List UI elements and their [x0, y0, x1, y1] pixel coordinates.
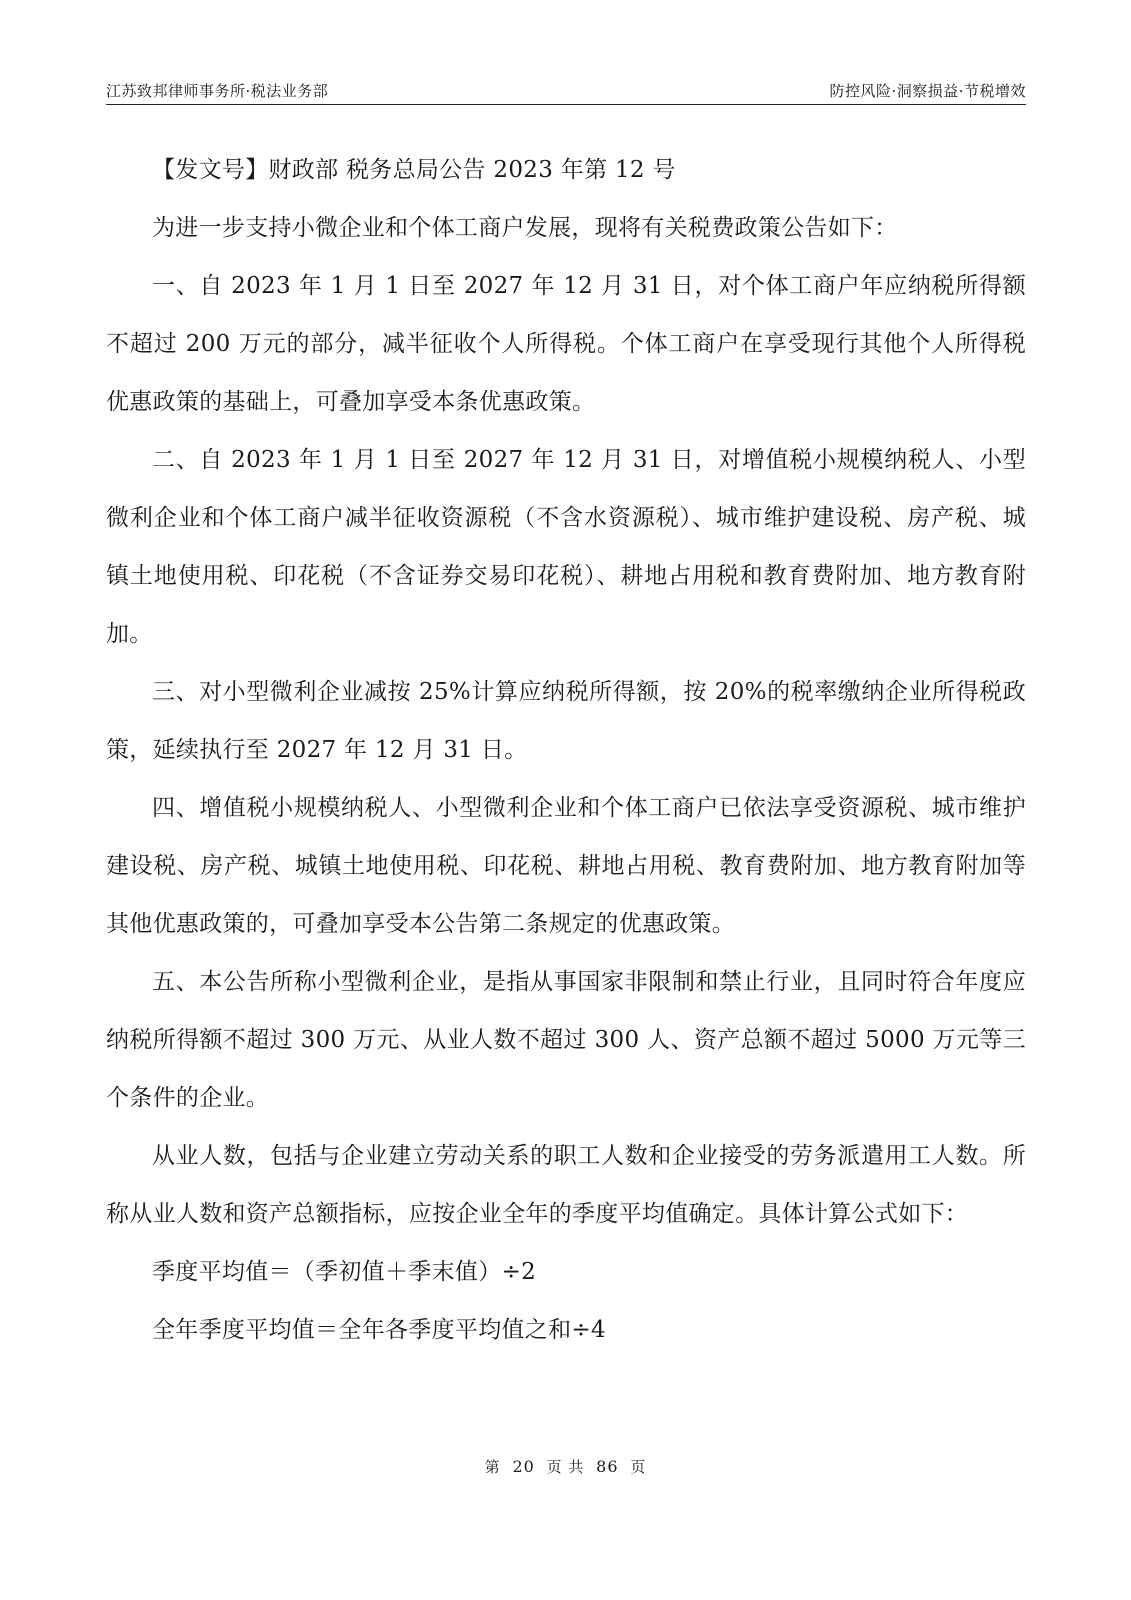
total-page-count: 86: [596, 1457, 619, 1476]
page-footer: [0, 1456, 1131, 1477]
header-slogan: 防控风险·洞察损益·节税增效: [829, 82, 1026, 100]
clause-1: 一、自 2023 年 1 月 1 日至 2027 年 12 月 31 日，对个体工商户年应纳税所得额不超过 200 万元的部分，减半征收个人所得税。个体工商户在享受现行其他个人所得税优惠政策的基础上，可叠加享受本条优惠政策。: [106, 273, 1026, 415]
intro-paragraph: 为进一步支持小微企业和个体工商户发展，现将有关税费政策公告如下：: [152, 215, 898, 241]
footer-suffix: 页: [630, 1458, 647, 1476]
clause-4: 四、增值税小规模纳税人、小型微利企业和个体工商户已依法享受资源税、城市维护建设税、房产税、城镇土地使用税、印花税、耕地占用税、教育费附加、地方教育附加等其他优惠政策的，可叠加享受本公告第二条规定的优惠政策。: [106, 795, 1026, 937]
page-header: [106, 78, 1026, 105]
footer-middle: 页 共: [546, 1458, 585, 1476]
header-firm-name: 江苏致邦律师事务所·税法业务部: [106, 82, 329, 100]
employee-definition: 从业人数，包括与企业建立劳动关系的职工人数和企业接受的劳务派遣用工人数。所称从业人数和资产总额指标，应按企业全年的季度平均值确定。具体计算公式如下：: [106, 1143, 1026, 1227]
clause-5: 五、本公告所称小型微利企业，是指从事国家非限制和禁止行业，且同时符合年度应纳税所得额不超过 300 万元、从业人数不超过 300 人、资产总额不超过 5000 万元等三个条件的企业。: [106, 969, 1026, 1111]
clause-2: 二、自 2023 年 1 月 1 日至 2027 年 12 月 31 日，对增值税小规模纳税人、小型微利企业和个体工商户减半征收资源税（不含水资源税）、城市维护建设税、房产税、城镇土地使用税、印花税（不含证券交易印花税）、耕地占用税和教育费附加、地方教育附加。: [106, 447, 1026, 647]
doc-number: 【发文号】财政部 税务总局公告 2023 年第 12 号: [152, 157, 676, 183]
current-page-number: 20: [512, 1457, 535, 1476]
document-body: [106, 141, 1026, 1359]
formula-quarter-average: 季度平均值＝（季初值＋季末值）÷2: [152, 1259, 537, 1285]
formula-annual-average: 全年季度平均值＝全年各季度平均值之和÷4: [152, 1317, 606, 1343]
clause-3: 三、对小型微利企业减按 25%计算应纳税所得额，按 20%的税率缴纳企业所得税政策，延续执行至 2027 年 12 月 31 日。: [106, 679, 1026, 763]
footer-prefix: 第: [484, 1458, 501, 1476]
